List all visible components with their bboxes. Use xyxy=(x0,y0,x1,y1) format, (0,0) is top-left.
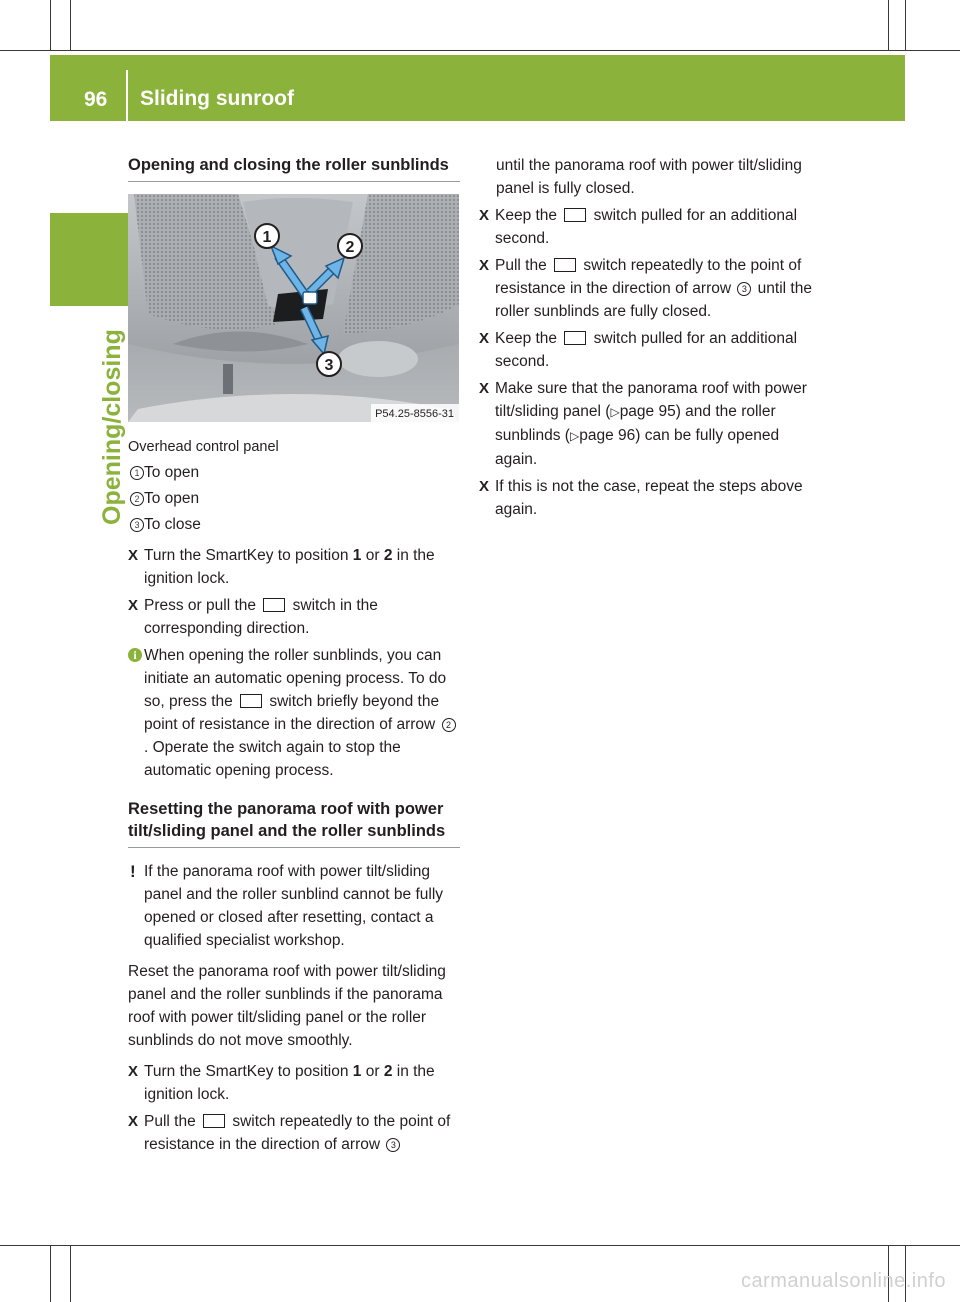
step-turn-smartkey-reset: X Turn the SmartKey to position 1 or 2 in the ignition lock. xyxy=(128,1060,460,1106)
info-note: i When opening the roller sunblinds, you can initiate an automatic opening process. To do so, press the switch briefly beyond the point of resistance in the direction of arrow 2. Operate the switch again to stop the automatic opening process. xyxy=(128,644,460,782)
crop-mark xyxy=(0,1245,960,1246)
crop-mark xyxy=(0,50,960,51)
watermark: carmanualsonline.info xyxy=(740,1270,946,1292)
legend-text: To open xyxy=(144,490,200,507)
warning-note: ! If the panorama roof with power tilt/sliding panel and the roller sunblind cannot be fully opened or closed after resetting, contact a qualified specialist workshop. xyxy=(130,862,444,949)
step-marker-icon: X xyxy=(479,478,490,495)
legend-item xyxy=(128,487,460,510)
legend-text: To open xyxy=(144,464,200,481)
reset-intro: Reset the panorama roof with power tilt/sliding panel and the roller sunblinds if the panorama roof with power tilt/sliding panel or the roller sunblinds do not move smoothly. xyxy=(128,963,446,1049)
crop-mark xyxy=(888,0,889,50)
step-marker-icon: X xyxy=(479,330,490,347)
step-press-or-pull: X Press or pull the switch in the corresponding direction. xyxy=(128,594,460,640)
arrow-ref-3: 3 xyxy=(386,1138,400,1152)
section-heading-resetting: Resetting the panorama roof with power tilt/sliding panel and the roller sunblinds xyxy=(128,798,460,848)
step-marker-icon: X xyxy=(128,597,139,614)
crop-mark xyxy=(70,1245,71,1302)
page-ref-link[interactable]: page 96 xyxy=(579,427,636,444)
page-ref-icon: ▷ xyxy=(569,429,580,443)
roller-blind-switch-icon xyxy=(564,331,586,345)
page-number: 96 xyxy=(84,88,108,111)
crop-mark xyxy=(70,0,71,50)
page-ref-link[interactable]: page 95 xyxy=(619,403,676,420)
overhead-panel-illustration xyxy=(128,194,459,422)
page-title: Sliding sunroof xyxy=(140,87,294,110)
step-marker-icon: X xyxy=(128,1113,139,1130)
roller-blind-switch-icon xyxy=(554,258,576,272)
step-marker-icon: X xyxy=(128,1063,139,1080)
step-repeat: X If this is not the case, repeat the steps above again. xyxy=(479,475,819,521)
callout-2: 2 xyxy=(345,239,355,256)
legend-number: 2 xyxy=(128,487,144,510)
overhead-panel-figure xyxy=(128,194,459,422)
step-marker-icon: X xyxy=(479,207,490,224)
legend-number: 1 xyxy=(128,461,144,484)
page-ref-icon: ▷ xyxy=(610,405,620,419)
side-tab-label: Opening/closing xyxy=(98,329,126,525)
legend-item xyxy=(128,461,460,484)
step-keep-pulled-1: X Keep the switch pulled for an additional second. xyxy=(479,204,819,250)
step-pull-switch-close: X Pull the switch repeatedly to the point of resistance in the direction of arrow 3 xyxy=(128,1110,460,1156)
continuation-text: until the panorama roof with power tilt/sliding panel is fully closed. xyxy=(496,157,802,197)
figure-code: P54.25-8556-31 xyxy=(375,408,454,420)
callout-3: 3 xyxy=(324,357,334,374)
roller-blind-switch-icon xyxy=(263,598,285,612)
arrow-ref-3: 3 xyxy=(737,282,751,296)
info-icon: i xyxy=(128,648,142,662)
figure-caption: Overhead control panel xyxy=(128,439,279,455)
side-tab xyxy=(50,213,128,306)
crop-mark xyxy=(50,0,51,50)
warning-icon: ! xyxy=(130,862,136,881)
step-marker-icon: X xyxy=(479,380,490,397)
right-column xyxy=(479,154,819,525)
callout-1: 1 xyxy=(262,229,272,246)
step-marker-icon: X xyxy=(128,547,139,564)
step-make-sure: X Make sure that the panorama roof with power tilt/sliding panel (▷page 95) and the roller sunblinds (▷page 96) can be fully opened again. xyxy=(479,377,819,471)
panorama-roof-switch-icon xyxy=(564,208,586,222)
section-heading-roller-sunblinds: Opening and closing the roller sunblinds xyxy=(128,154,460,182)
legend-number: 3 xyxy=(128,513,144,536)
roller-blind-switch-icon xyxy=(240,694,262,708)
left-column xyxy=(128,154,460,1160)
crop-mark xyxy=(50,1245,51,1302)
legend-item xyxy=(128,513,460,536)
step-pull-repeatedly: X Pull the switch repeatedly to the point of resistance in the direction of arrow 3 until the roller sunblinds are fully closed. xyxy=(479,254,819,323)
header-divider xyxy=(126,70,128,121)
crop-mark xyxy=(905,0,906,50)
arrow-ref-2: 2 xyxy=(442,718,456,732)
step-keep-pulled-2: X Keep the switch pulled for an additional second. xyxy=(479,327,819,373)
step-marker-icon: X xyxy=(479,257,490,274)
step-turn-smartkey: X Turn the SmartKey to position 1 or 2 in the ignition lock. xyxy=(128,544,460,590)
roller-blind-switch-icon xyxy=(203,1114,225,1128)
legend-text: To close xyxy=(144,516,201,533)
